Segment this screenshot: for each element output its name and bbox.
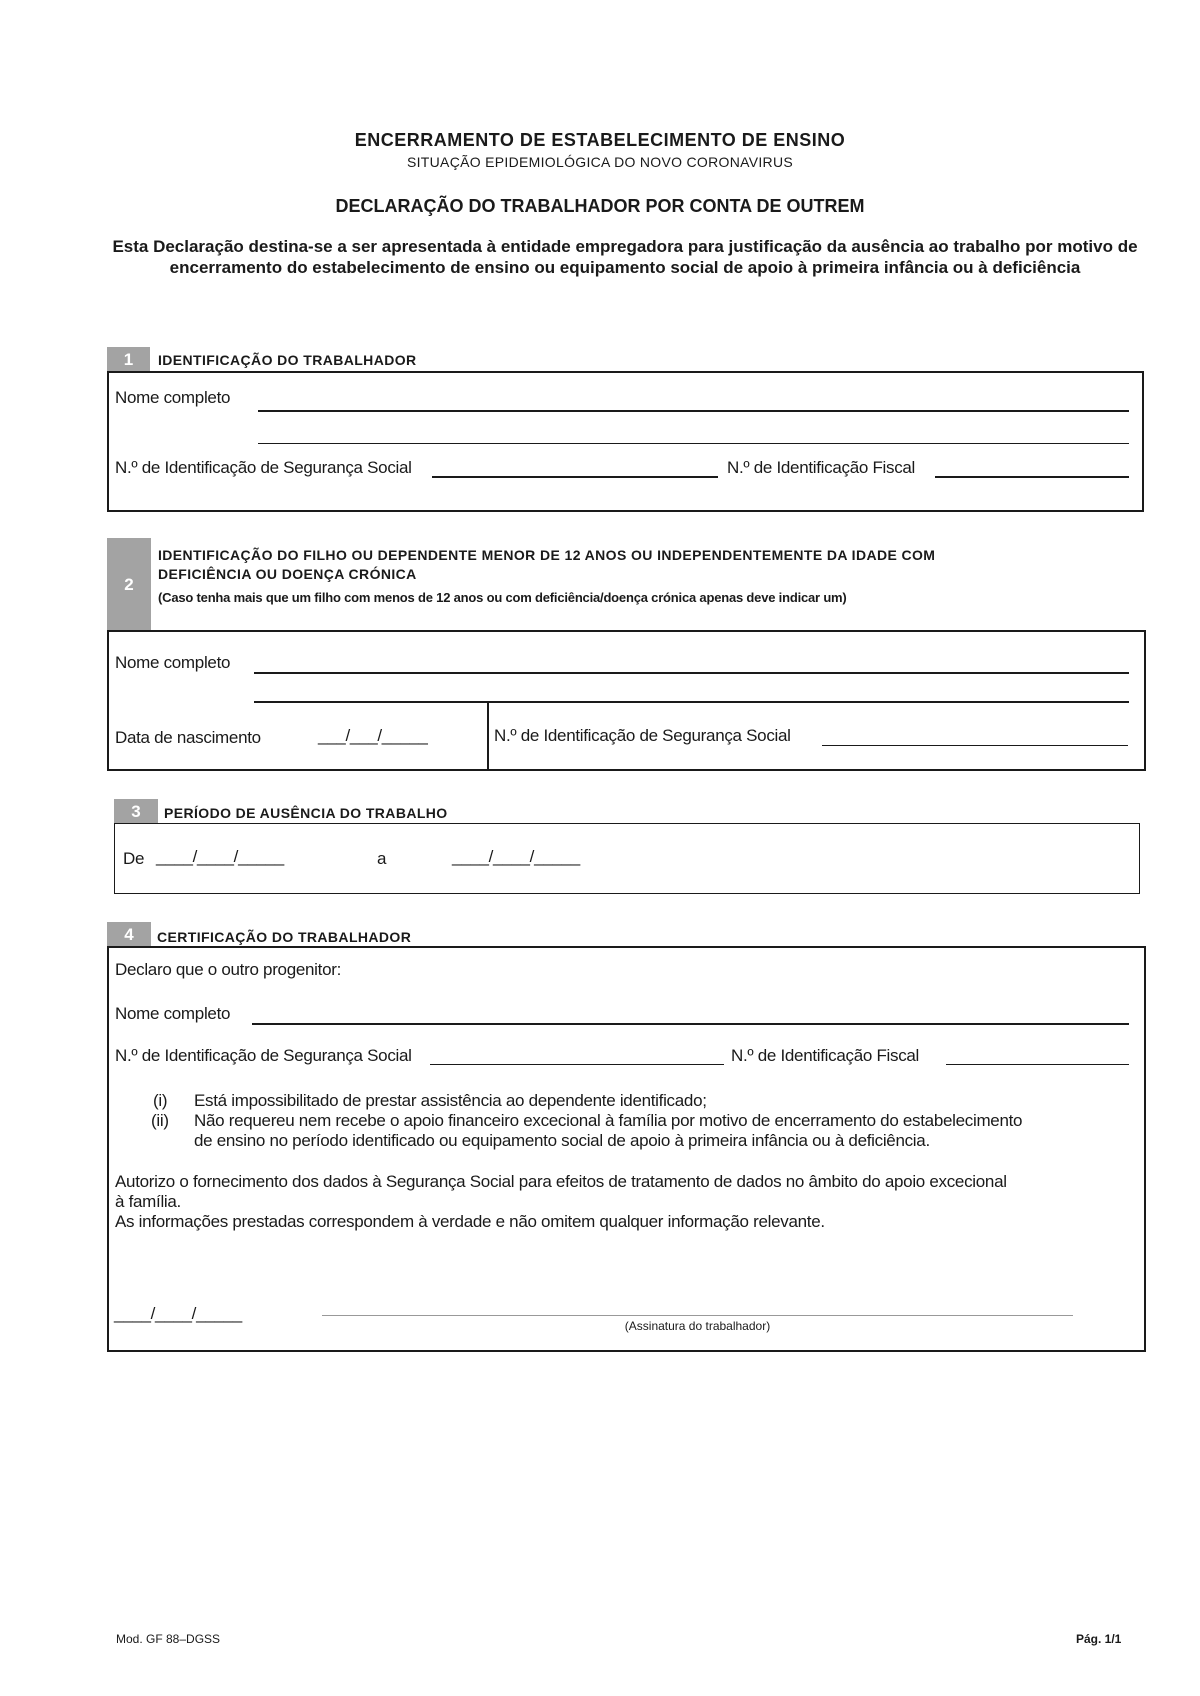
period-to-label: a (377, 849, 387, 868)
worker-name-label: Nome completo (115, 388, 231, 407)
child-name-field[interactable] (254, 672, 1129, 674)
parent-nif-label: N.º de Identificação Fiscal (731, 1046, 920, 1065)
period-to-field[interactable]: ____/____/_____ (452, 847, 580, 866)
child-niss-label: N.º de Identificação de Segurança Social (494, 726, 791, 745)
worker-name-field-line2[interactable] (258, 443, 1129, 444)
item-2-marker: (ii) (151, 1111, 169, 1130)
section-1-title: IDENTIFICAÇÃO DO TRABALHADOR (158, 352, 417, 368)
section-2-title-line1: IDENTIFICAÇÃO DO FILHO OU DEPENDENTE MENOR DE 12 ANOS OU INDEPENDENTEMENTE DA IDADE COM (158, 547, 936, 563)
parent-nif-field[interactable] (946, 1064, 1129, 1065)
section-3-number: 3 (114, 799, 158, 823)
section-4-number: 4 (107, 922, 151, 946)
signature-caption: (Assinatura do trabalhador) (624, 1319, 771, 1333)
declaration-title: DECLARAÇÃO DO TRABALHADOR POR CONTA DE OUTREM (335, 196, 865, 216)
document-subtitle: SITUAÇÃO EPIDEMIOLÓGICA DO NOVO CORONAVIRUS (406, 154, 794, 170)
parent-name-label: Nome completo (115, 1004, 231, 1023)
section-2-divider (487, 702, 489, 770)
truth-statement: As informações prestadas correspondem à verdade e não omitem qualquer informação relevante. (115, 1212, 825, 1231)
child-name-field-line2[interactable] (254, 701, 1129, 703)
section-2-note: (Caso tenha mais que um filho com menos de 12 anos ou com deficiência/doença crónica apenas deve indicar um) (158, 590, 847, 605)
period-from-field[interactable]: ____/____/_____ (156, 847, 284, 866)
document-title: ENCERRAMENTO DE ESTABELECIMENTO DE ENSINO (354, 130, 846, 150)
parent-niss-label: N.º de Identificação de Segurança Social (115, 1046, 412, 1065)
signature-date-field[interactable]: ____/____/_____ (114, 1304, 242, 1323)
section-1-box (107, 371, 1144, 512)
worker-niss-field[interactable] (432, 476, 718, 478)
page-number: Pág. 1/1 (1076, 1632, 1122, 1646)
intro-paragraph: Esta Declaração destina-se a ser apresentada à entidade empregadora para justificação da ausência ao trabalho por motivo de encerramento do estabelecimento de ensino ou equipamento social de apoio à primeira infância ou à deficiência (112, 237, 1138, 277)
signature-line[interactable] (322, 1315, 1073, 1316)
section-2-number: 2 (107, 538, 151, 630)
worker-nif-label: N.º de Identificação Fiscal (727, 458, 916, 477)
period-from-label: De (123, 849, 145, 868)
worker-name-field[interactable] (258, 410, 1129, 412)
item-2-text-line2: de ensino no período identificado ou equipamento social de apoio à primeira infância ou à deficiência. (194, 1131, 930, 1150)
declare-text: Declaro que o outro progenitor: (115, 960, 342, 979)
worker-niss-label: N.º de Identificação de Segurança Social (115, 458, 412, 477)
section-3-title: PERÍODO DE AUSÊNCIA DO TRABALHO (164, 805, 448, 821)
authorize-text-line1: Autorizo o fornecimento dos dados à Segurança Social para efeitos de tratamento de dados no âmbito do apoio excecional (115, 1172, 1007, 1191)
section-2-title-line2: DEFICIÊNCIA OU DOENÇA CRÓNICA (158, 566, 417, 582)
section-1-number: 1 (107, 347, 150, 371)
worker-nif-field[interactable] (935, 476, 1129, 478)
form-code: Mod. GF 88–DGSS (116, 1632, 221, 1646)
child-niss-field[interactable] (822, 745, 1128, 746)
item-2-text-line1: Não requereu nem recebe o apoio financeiro excecional à família por motivo de encerramento do estabelecimento (194, 1111, 1023, 1130)
parent-name-field[interactable] (252, 1023, 1129, 1025)
section-4-title: CERTIFICAÇÃO DO TRABALHADOR (157, 929, 412, 945)
child-name-label: Nome completo (115, 653, 231, 672)
authorize-text-line2: à família. (115, 1192, 181, 1211)
child-birth-date-field[interactable]: ___/___/_____ (318, 726, 428, 745)
item-1-text: Está impossibilitado de prestar assistência ao dependente identificado; (194, 1091, 707, 1110)
parent-niss-field[interactable] (430, 1064, 724, 1065)
item-1-marker: (i) (153, 1091, 168, 1110)
child-birth-date-label: Data de nascimento (115, 728, 261, 747)
